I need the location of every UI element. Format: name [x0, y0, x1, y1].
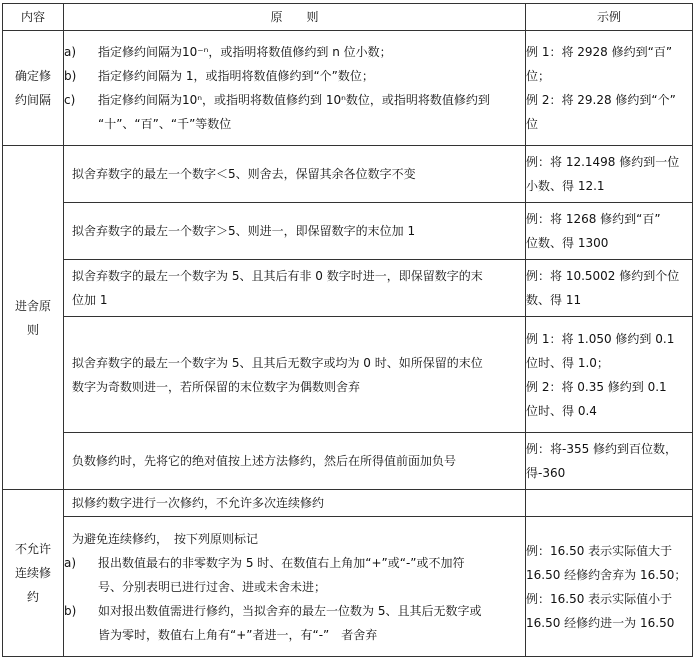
rounding-rules-table — [2, 3, 693, 657]
example-text: 例 2：将 0.35 修约到 0.1 — [526, 379, 667, 394]
rule-intro: 为避免连续修约， 按下列原则标记 — [72, 531, 259, 546]
example-text: 得-360 — [526, 466, 566, 480]
table-row — [3, 517, 693, 657]
example-text: 小数、得 12.1 — [526, 179, 605, 193]
category-text: 约间隔 — [14, 93, 51, 107]
list-item — [64, 64, 525, 88]
table-row — [3, 260, 693, 317]
list-item — [64, 551, 525, 575]
item-text: 报出数值最右的非零数字为 5 时、在数值右上角加“+”或“-”或不加符 — [98, 555, 465, 570]
item-marker: c) — [64, 93, 76, 107]
table-row — [3, 433, 693, 490]
category-text: 进舍原 — [14, 298, 51, 313]
principle-cell — [64, 203, 526, 260]
example-cell — [526, 146, 693, 203]
principle-cell — [64, 490, 526, 517]
category-text: 约 — [26, 590, 39, 604]
example-text: 例：将 10.5002 修约到个位 — [526, 269, 680, 283]
example-text: 例：将 12.1498 修约到一位 — [526, 155, 680, 169]
table-row — [3, 317, 693, 433]
example-text: 例：将-355 修约到百位数， — [526, 442, 678, 456]
example-cell — [526, 433, 693, 490]
rule-text: 负数修约时，先将它的绝对值按上述方法修约，然后在所得值前面加负号 — [72, 454, 457, 468]
category-cell — [3, 490, 64, 657]
example-text: 例：16.50 表示实际值小于 — [526, 591, 673, 606]
item-marker: a) — [64, 555, 77, 570]
example-text: 例 1：将 2928 修约到“百” — [526, 45, 673, 59]
item-text: 指定修约间隔为10ⁿ，或指明将数值修约到 10ⁿ数位，或指明将数值修约到 — [98, 93, 490, 107]
table-header-row — [3, 4, 693, 31]
category-text: 连续修 — [14, 566, 51, 580]
example-text: 例：16.50 表示实际值大于 — [526, 543, 673, 558]
principle-cell — [64, 31, 526, 146]
rule-text: 数字为奇数则进一，若所保留的末位数字为偶数则舍弃 — [72, 379, 361, 394]
example-text: 位数、得 1300 — [526, 236, 609, 250]
category-text: 确定修 — [14, 69, 51, 83]
item-text: 如对报出数值需进行修约，当拟舍弃的最左一位数为 5、且其后无数字或 — [98, 603, 482, 618]
item-text: 指定修约间隔为10⁻ⁿ，或指明将数值修约到 n 位小数； — [98, 45, 392, 59]
example-text: 位； — [526, 69, 551, 83]
principle-cell — [64, 517, 526, 657]
example-text: 位 — [526, 117, 539, 131]
table-row — [3, 490, 693, 517]
rule-text: 位加 1 — [72, 293, 108, 307]
header-principle: 原 则 — [64, 4, 526, 31]
table-row — [3, 146, 693, 203]
example-text: 例 1：将 1.050 修约到 0.1 — [526, 331, 675, 346]
list-item — [64, 40, 525, 64]
example-text: 16.50 经修约进一为 16.50 — [526, 615, 675, 630]
example-cell — [526, 31, 693, 146]
example-text: 例：将 1268 修约到“百” — [526, 212, 661, 226]
item-continuation: 号、分别表明已进行过舍、进或未舍未进； — [98, 579, 327, 594]
rule-text: 拟修约数字进行一次修约，不允许多次连续修约 — [72, 496, 325, 510]
list-item — [64, 88, 525, 112]
example-cell — [526, 517, 693, 657]
example-cell — [526, 317, 693, 433]
table-row — [3, 31, 693, 146]
rule-text: 拟舍弃数字的最左一个数字＞5、则进一，即保留数字的末位加 1 — [72, 224, 416, 238]
item-text: 指定修约间隔为 1，或指明将数值修约到“个”数位； — [98, 69, 374, 83]
header-example: 示例 — [526, 4, 693, 31]
item-continuation: “十”、“百”、“千”等数位 — [98, 117, 232, 131]
category-cell — [3, 31, 64, 146]
rule-text: 拟舍弃数字的最左一个数字＜5、则舍去，保留其余各位数字不变 — [72, 167, 416, 181]
item-marker: b) — [64, 69, 77, 83]
principle-cell — [64, 317, 526, 433]
example-text: 位时、得 1.0； — [526, 355, 609, 370]
example-cell — [526, 490, 693, 517]
category-cell — [3, 146, 64, 490]
header-content: 内容 — [3, 4, 64, 31]
item-marker: b) — [64, 603, 77, 618]
item-continuation: 皆为零时，数值右上角有“+”者进一，有“-” 者舍弃 — [98, 627, 378, 642]
example-text: 数、得 11 — [526, 293, 582, 307]
example-text: 例 2：将 29.28 修约到“个” — [526, 93, 676, 107]
principle-cell — [64, 433, 526, 490]
rule-text: 拟舍弃数字的最左一个数字为 5、且其后无数字或均为 0 时、如所保留的末位 — [72, 355, 483, 370]
list-item — [64, 599, 525, 623]
item-marker: a) — [64, 45, 77, 59]
rule-text: 拟舍弃数字的最左一个数字为 5、且其后有非 0 数字时进一，即保留数字的末 — [72, 269, 483, 283]
example-text: 位时、得 0.4 — [526, 403, 597, 418]
category-text: 则 — [26, 322, 39, 337]
table-row — [3, 203, 693, 260]
example-cell — [526, 203, 693, 260]
category-text: 不允许 — [14, 542, 51, 556]
example-cell — [526, 260, 693, 317]
example-text: 16.50 经修约舍弃为 16.50； — [526, 567, 687, 582]
principle-cell — [64, 260, 526, 317]
principle-cell — [64, 146, 526, 203]
